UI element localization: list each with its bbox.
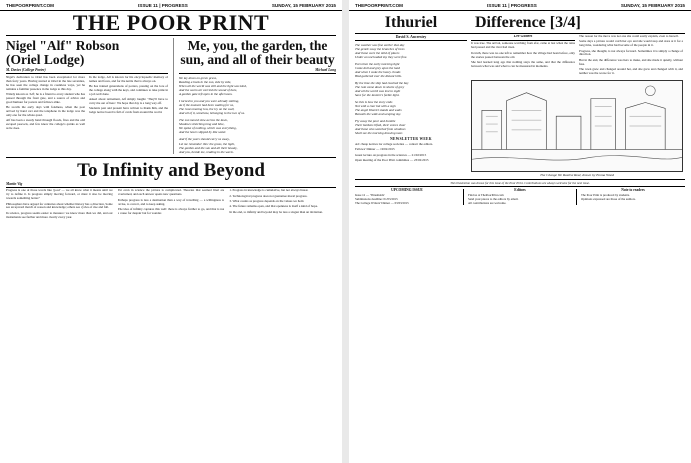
article-column	[229, 189, 336, 221]
paragraph: Widely known as 'Alf', he is a friend to every student who has passed through the front gate, and a source of advice and good humour for porters and fellows alike.	[6, 91, 85, 104]
issue-date: SUNDAY, 15 FEBRUARY 2015	[271, 3, 336, 8]
list-item: Ad: cheap notices for college societies — contact the editors.	[355, 142, 434, 146]
poem-line: Shall see the morning drawing near.	[355, 131, 403, 136]
footer-boxes	[355, 189, 685, 205]
right-page	[349, 0, 691, 463]
readers-note-box	[581, 189, 685, 205]
box-line: Opinions expressed are those of the authors.	[581, 196, 636, 201]
page-headline	[355, 13, 685, 34]
poem-line: Not with a roar but with a sigh	[355, 104, 396, 109]
paragraph: It was true. The arrival, someone watching from afar, came at last when the rains had passed and the river had risen.	[471, 41, 575, 50]
article-column	[471, 35, 575, 77]
poem-line: And you, beside me, reading in the warm.	[179, 149, 234, 154]
article-column	[6, 189, 113, 221]
poem-line: A garden gate left open in the afternoon.	[179, 92, 233, 97]
list-item: Guest lecture on progress in the sciences — 21/02/2015	[355, 152, 427, 157]
paragraph: Some days a picture would catch her eye and she would stop and stare at it for a long time, wondering what had become of the people in it.	[579, 39, 683, 48]
ithuriel-title: Ithuriel	[384, 14, 438, 31]
box-line: All contributions are welcome.	[468, 200, 507, 205]
poem-line: And those who watched from windows	[355, 127, 406, 132]
poem-line: And all of it, somehow, belonging to the two of us.	[179, 111, 245, 116]
poem-line: And if the years should carry us away,	[179, 137, 230, 142]
story-infinity	[6, 161, 336, 221]
byline: Martin Vig	[6, 181, 336, 188]
paragraph: He recalls the early days with fondness, when the post arrived by hand cart and the telephone in the lodge was the only one for the whole quad.	[6, 104, 85, 117]
poem-line: When all the world was still and the light was kind,	[179, 83, 247, 88]
story-garden-poem	[174, 38, 336, 154]
poem-line: The angel Ithuriel stands and waits	[355, 108, 402, 113]
box-heading: Note to readers	[621, 188, 645, 193]
poem-line: Their burdens lifted, their voices clear	[355, 123, 406, 128]
paragraph: The reason for the move was not one she could easily explain, even to herself.	[579, 35, 679, 38]
illustration-notice: This illustration was drawn for this issue of the Poor Print. Contributions are always welcome for the next issue.	[355, 179, 685, 187]
article-column	[118, 189, 225, 221]
paragraph: In the end, to infinity and beyond may be less a slogan than an invitation.	[229, 209, 323, 214]
byline: M. Davies (College Porter)	[6, 67, 168, 74]
newsletter-list	[355, 143, 467, 164]
box-line: The College Writers' Dinner — 03/03/2015	[355, 200, 409, 205]
paragraph: The town grew and changed around her, and she grew and changed with it, and neither was the worse for it.	[579, 66, 683, 75]
paragraph: But in the end, the difference was hers to make, and she made it quietly, without fuss.	[579, 57, 683, 66]
poem-line: We spoke of nothing, which was everything,	[179, 126, 237, 131]
poem-line: Even then the early morning light	[355, 61, 400, 66]
masthead: THE POOR PRINT	[6, 11, 336, 36]
paragraph: Perhaps progress is less a destination than a way of travelling — a willingness to revise, to correct, and to keep asking.	[117, 197, 225, 206]
editors-box	[463, 189, 577, 205]
byline: Michael Long	[179, 67, 336, 74]
story-title: To Infinity and Beyond	[77, 160, 265, 182]
paragraph: He has trained generations of porters, passing on the lore of the college along with the keys, and continues to take pride in a job well done.	[89, 84, 168, 96]
box-heading: Editors	[514, 188, 526, 193]
poem-line: Save for the lantern's feeble light.	[355, 93, 400, 98]
poem-line: By the time the ship had reached the bay	[355, 80, 409, 85]
byline: David S. Ancrestry	[355, 35, 467, 41]
poem-line: The sun moved slow across the lawn,	[179, 118, 228, 123]
poem-line: Let me remember this: the grass, the light,	[179, 141, 235, 146]
figure-caption: The Change We Realise Real, drawn by Emma Wood	[540, 173, 614, 178]
city-illustration-icon	[472, 81, 682, 171]
poem-line: Under an unclouded sky they were fine.	[355, 54, 408, 59]
article-column	[579, 35, 683, 77]
poem-line: The weather was fine earlier that day	[355, 42, 405, 47]
paragraph: Alf has been a steady hand through floods, fires and the odd escaped peacock, and few know the college's quirks as well as he does.	[6, 118, 85, 130]
list-item: Fellows' Dinner — 19/02/2015	[355, 147, 395, 152]
paragraph: 2. Technological progress does not guarantee moral progress.	[229, 193, 308, 198]
story-title	[179, 38, 336, 67]
paragraph: She had learned long ago that nothing stays the same, and that the difference between what was and what is can be measured in moments.	[471, 59, 575, 68]
page-gutter	[342, 0, 349, 463]
list-item: Open meeting of the Poor Print committee — 23/02/2015	[355, 157, 429, 162]
poem-line: And when I woke the heavy clouds	[355, 69, 401, 74]
issue-label: ISSUE 11 | PROGRESS	[487, 3, 537, 8]
paragraph: Philosophers have argued for centuries about whether history has a direction. Some see an upward march of reason and knowledge; others see cycles of rise and fall.	[6, 201, 113, 210]
poem-line: The roses leaning low, the ivy on the wall,	[179, 107, 235, 112]
paragraph: The idea of infinity captures this well: there is always further to go, and that is not a cause for despair but for wonder.	[117, 206, 225, 215]
article-columns	[6, 76, 168, 132]
poem-line: Beneath the wide and weeping sky.	[355, 112, 401, 117]
upcoming-issue-box	[355, 189, 459, 205]
story-nigel-robson	[6, 38, 174, 154]
difference-article	[471, 35, 683, 177]
article-columns	[6, 189, 336, 221]
box-line: Issue 12 — 'Thresholds'	[355, 192, 385, 197]
poem-line: And those were the mild of places	[355, 50, 400, 55]
left-page	[0, 0, 342, 463]
paragraph: Yet even in science the picture is complicated. Theories that seemed final are overturned, and each answer opens new questions.	[117, 189, 225, 197]
poem-line: Fly away the poor and humble	[355, 119, 396, 124]
paragraph: In the lodge, Alf is known for his encyclopaedic memory of names and faces, and for the kettle that is always on.	[89, 75, 168, 83]
box-line: Submissions deadline: 01/03/2015	[355, 196, 398, 201]
story-title-line: sun, and all of their beauty	[180, 52, 335, 68]
poem-line: Shadows stretching long and blue,	[179, 122, 225, 127]
paragraph: In science, progress seems easier to measure: we know more than we did, and our instruments see further and more clearly every year.	[6, 210, 113, 219]
paragraph: Progress is one of those words like 'good' — we all know what it means until we try to define it. Is progress simply moving forward, or must it also be moving towards something better?	[6, 189, 113, 201]
ithuriel-poem-column	[355, 35, 467, 177]
paragraph: Asked about retirement, Alf simply laughs: 'They'll have to carry me out of here.' We hope that day is a long way off.	[89, 97, 168, 106]
difference-columns	[471, 35, 683, 77]
right-body	[355, 35, 685, 177]
illustration	[471, 80, 683, 172]
box-line[interactable]: Find us at ThePoorPrint.com	[468, 192, 504, 197]
poem-line: So this is how the story ends	[355, 100, 393, 105]
story-title-line: Nigel "Alf" Robson	[6, 38, 120, 53]
paragraph: Students past and present have written to thank him, and the lodge notice board is full of cards from around the world.	[89, 106, 168, 115]
poem-body	[179, 76, 336, 154]
paragraph: 3. What counts as progress depends on the values we hold.	[229, 199, 305, 204]
paragraph: Progress, she thought, is not always forward. Sometimes it is simply a change of direction.	[579, 48, 683, 57]
poem-line: We lay down on green grass,	[179, 75, 217, 80]
poem-line: As if the moment had been waiting for us,	[179, 103, 234, 108]
section-rule	[6, 157, 336, 158]
poem-line: The rain came down in sheets of grey	[355, 84, 405, 89]
poem-line: Reading a book in the sun, side by side,	[179, 79, 232, 84]
poem-line: And the hours slipped by like water.	[179, 130, 227, 135]
site-url[interactable]: THEPOORPRINT.COM	[6, 3, 54, 8]
paragraph: 4. The future remains open, and that openness is itself a kind of hope.	[229, 204, 318, 209]
running-header-right	[349, 0, 691, 11]
site-url[interactable]: THEPOORPRINT.COM	[355, 3, 403, 8]
paragraph: 1. Progress in knowledge is cumulative, but not always linear.	[229, 189, 309, 193]
issue-label: ISSUE 11 | PROGRESS	[138, 3, 188, 8]
poem-line: Had gathered over the distant hills.	[355, 73, 402, 78]
poem-line: The garden and the sun and all their beauty,	[179, 145, 238, 150]
story-title	[6, 38, 168, 67]
poem-body	[355, 43, 467, 136]
box-line: The Poor Print is produced by students.	[581, 192, 630, 197]
box-line: Send your pieces to the editors by email.	[468, 196, 519, 201]
issue-date: SUNDAY, 15 FEBRUARY 2015	[620, 3, 685, 8]
poem-line: And the warm air carried the sound of bees,	[179, 87, 238, 92]
paragraph: Nigel's dedication to Oriel has been exceptional for more than forty years. Having started at Oriel in the late seventies, he has seen the college change in countless ways, yet he remains a familiar presence in the lodge to this day.	[6, 75, 85, 91]
top-stories	[6, 38, 336, 154]
difference-title: Difference [3/4]	[475, 14, 581, 31]
poem-line: I turned to you and you were already smiling,	[179, 99, 240, 104]
article-column	[89, 76, 168, 132]
poem-line: Came dull and grey upon the land	[355, 65, 400, 70]
newsletter-head: NEWSLETTER WEEK	[390, 137, 432, 142]
box-heading: UPCOMING ISSUE	[391, 188, 423, 193]
poem-line: And all the world was lost to sight	[355, 88, 401, 93]
byline: Lee Gilbert	[471, 35, 575, 41]
paragraph: In truth, there was no one left to remember how the village had been before, only the stories passed between the old.	[471, 50, 575, 59]
poem-line: The gentle sway the branches of trees	[355, 46, 405, 51]
article-column	[6, 76, 85, 132]
story-title-line: (Oriel Lodge)	[6, 52, 85, 68]
story-title-line: Me, you, the garden, the	[187, 38, 328, 53]
